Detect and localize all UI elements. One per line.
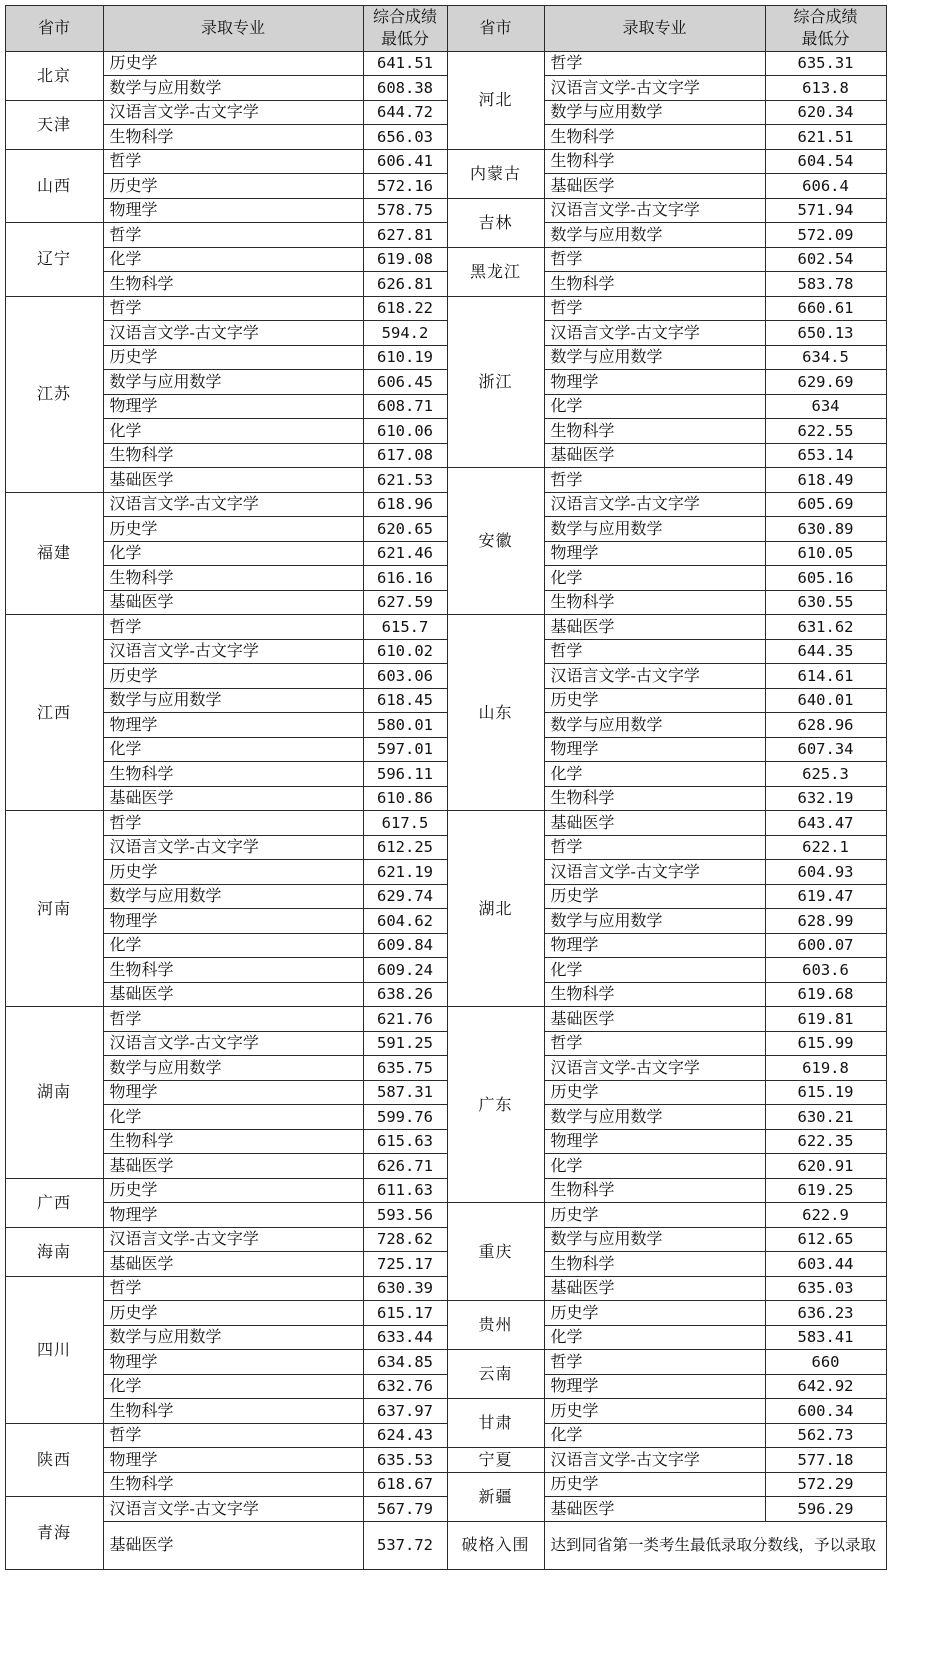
province-cell: 山东 <box>447 614 545 811</box>
major-cell: 历史学 <box>103 1178 364 1204</box>
major-cell: 生物科学 <box>103 565 364 591</box>
major-cell: 历史学 <box>544 1300 766 1326</box>
province-cell: 浙江 <box>447 296 545 469</box>
score-cell: 614.61 <box>765 663 887 689</box>
major-cell: 物理学 <box>544 1129 766 1155</box>
major-cell: 哲学 <box>544 467 766 493</box>
score-cell: 562.73 <box>765 1423 887 1449</box>
score-cell: 656.03 <box>363 124 448 150</box>
province-cell: 广东 <box>447 1006 545 1203</box>
major-cell: 生物科学 <box>544 982 766 1008</box>
score-cell: 618.67 <box>363 1472 448 1498</box>
score-cell: 606.45 <box>363 369 448 395</box>
major-cell: 基础医学 <box>103 590 364 616</box>
major-cell: 物理学 <box>103 712 364 738</box>
score-cell: 599.76 <box>363 1104 448 1130</box>
major-cell: 化学 <box>103 541 364 567</box>
major-cell: 哲学 <box>544 51 766 77</box>
score-cell: 622.35 <box>765 1129 887 1155</box>
province-cell: 破格入围 <box>447 1521 545 1570</box>
province-cell: 山西 <box>5 149 104 224</box>
score-cell: 622.1 <box>765 835 887 861</box>
major-cell: 历史学 <box>103 516 364 542</box>
major-cell: 汉语言文学-古文字学 <box>103 1227 364 1253</box>
score-cell: 610.19 <box>363 345 448 371</box>
major-cell: 生物科学 <box>103 761 364 787</box>
score-cell: 615.19 <box>765 1080 887 1106</box>
major-cell: 哲学 <box>544 1349 766 1375</box>
major-cell: 生物科学 <box>544 271 766 297</box>
major-cell: 汉语言文学-古文字学 <box>544 492 766 518</box>
major-cell: 哲学 <box>544 247 766 273</box>
major-cell: 数学与应用数学 <box>103 1055 364 1081</box>
major-cell: 生物科学 <box>103 957 364 983</box>
score-cell: 615.17 <box>363 1300 448 1326</box>
major-cell: 生物科学 <box>544 124 766 150</box>
major-cell: 化学 <box>544 565 766 591</box>
province-cell: 河南 <box>5 810 104 1007</box>
major-cell: 历史学 <box>103 859 364 885</box>
major-cell: 化学 <box>103 418 364 444</box>
score-cell: 613.8 <box>765 75 887 101</box>
score-cell: 587.31 <box>363 1080 448 1106</box>
major-cell: 数学与应用数学 <box>103 1325 364 1351</box>
major-cell: 汉语言文学-古文字学 <box>544 1055 766 1081</box>
major-cell: 历史学 <box>544 1398 766 1424</box>
score-cell: 571.94 <box>765 198 887 224</box>
major-cell: 化学 <box>103 1374 364 1400</box>
major-cell: 哲学 <box>544 1031 766 1057</box>
score-cell: 605.16 <box>765 565 887 591</box>
major-cell: 生物科学 <box>544 149 766 175</box>
score-cell: 608.71 <box>363 394 448 420</box>
province-cell: 四川 <box>5 1276 104 1424</box>
score-cell: 635.53 <box>363 1447 448 1473</box>
score-cell: 634.85 <box>363 1349 448 1375</box>
major-cell: 化学 <box>544 957 766 983</box>
major-cell: 基础医学 <box>103 467 364 493</box>
score-cell: 640.01 <box>765 688 887 714</box>
major-cell: 基础医学 <box>544 443 766 469</box>
province-cell: 陕西 <box>5 1423 104 1498</box>
score-cell: 622.55 <box>765 418 887 444</box>
major-cell: 汉语言文学-古文字学 <box>103 100 364 126</box>
score-cell: 619.68 <box>765 982 887 1008</box>
score-cell: 602.54 <box>765 247 887 273</box>
major-cell: 汉语言文学-古文字学 <box>103 835 364 861</box>
major-cell: 数学与应用数学 <box>103 688 364 714</box>
province-cell: 湖南 <box>5 1006 104 1179</box>
major-cell: 汉语言文学-古文字学 <box>544 1447 766 1473</box>
score-cell: 629.69 <box>765 369 887 395</box>
major-cell: 生物科学 <box>103 1472 364 1498</box>
province-cell: 贵州 <box>447 1300 545 1350</box>
major-cell: 生物科学 <box>103 1129 364 1155</box>
major-cell: 哲学 <box>544 296 766 322</box>
score-cell: 638.26 <box>363 982 448 1008</box>
score-cell: 621.19 <box>363 859 448 885</box>
score-header-line1: 综合成绩 <box>793 7 858 26</box>
major-cell: 生物科学 <box>544 786 766 812</box>
score-cell: 580.01 <box>363 712 448 738</box>
score-cell: 633.44 <box>363 1325 448 1351</box>
special-admission-note: 达到同省第一类考生最低录取分数线，予以录取 <box>544 1521 887 1570</box>
major-cell: 哲学 <box>103 296 364 322</box>
major-cell: 物理学 <box>103 1202 364 1228</box>
major-cell: 历史学 <box>103 663 364 689</box>
score-cell: 621.53 <box>363 467 448 493</box>
score-cell: 629.74 <box>363 884 448 910</box>
score-cell: 620.34 <box>765 100 887 126</box>
score-cell: 604.62 <box>363 908 448 934</box>
score-cell: 615.7 <box>363 614 448 640</box>
score-cell: 611.63 <box>363 1178 448 1204</box>
major-cell: 物理学 <box>103 1447 364 1473</box>
major-cell: 生物科学 <box>103 1398 364 1424</box>
score-cell: 660 <box>765 1349 887 1375</box>
score-cell: 627.59 <box>363 590 448 616</box>
major-cell: 基础医学 <box>544 1276 766 1302</box>
score-cell: 643.47 <box>765 810 887 836</box>
major-cell: 历史学 <box>544 884 766 910</box>
major-cell: 数学与应用数学 <box>103 369 364 395</box>
major-cell: 汉语言文学-古文字学 <box>103 1496 364 1522</box>
major-cell: 历史学 <box>544 688 766 714</box>
score-cell: 634 <box>765 394 887 420</box>
major-cell: 生物科学 <box>544 590 766 616</box>
score-cell: 600.07 <box>765 933 887 959</box>
score-cell: 603.44 <box>765 1251 887 1277</box>
major-cell: 化学 <box>544 1325 766 1351</box>
score-cell: 626.81 <box>363 271 448 297</box>
right-header-province: 省市 <box>447 5 545 52</box>
province-cell: 青海 <box>5 1496 104 1570</box>
province-cell: 海南 <box>5 1227 104 1277</box>
score-cell: 572.09 <box>765 222 887 248</box>
major-cell: 数学与应用数学 <box>544 712 766 738</box>
major-cell: 物理学 <box>103 1080 364 1106</box>
score-cell: 617.5 <box>363 810 448 836</box>
major-cell: 基础医学 <box>103 1251 364 1277</box>
major-cell: 生物科学 <box>103 124 364 150</box>
major-cell: 物理学 <box>103 198 364 224</box>
score-cell: 603.06 <box>363 663 448 689</box>
score-cell: 620.65 <box>363 516 448 542</box>
province-cell: 黑龙江 <box>447 247 545 297</box>
score-cell: 625.3 <box>765 761 887 787</box>
major-cell: 化学 <box>103 247 364 273</box>
major-cell: 化学 <box>544 1153 766 1179</box>
major-cell: 数学与应用数学 <box>544 222 766 248</box>
province-cell: 吉林 <box>447 198 545 248</box>
score-cell: 728.62 <box>363 1227 448 1253</box>
score-cell: 632.19 <box>765 786 887 812</box>
major-cell: 物理学 <box>544 1374 766 1400</box>
major-cell: 基础医学 <box>544 810 766 836</box>
province-cell: 江苏 <box>5 296 104 493</box>
score-cell: 617.08 <box>363 443 448 469</box>
score-cell: 619.25 <box>765 1178 887 1204</box>
score-cell: 628.96 <box>765 712 887 738</box>
major-cell: 基础医学 <box>103 1521 364 1570</box>
score-cell: 596.29 <box>765 1496 887 1522</box>
score-cell: 620.91 <box>765 1153 887 1179</box>
province-cell: 安徽 <box>447 467 545 615</box>
score-header-line1: 综合成绩 <box>372 7 437 26</box>
score-cell: 627.81 <box>363 222 448 248</box>
major-cell: 基础医学 <box>544 1006 766 1032</box>
score-cell: 621.76 <box>363 1006 448 1032</box>
major-cell: 数学与应用数学 <box>103 75 364 101</box>
score-cell: 619.47 <box>765 884 887 910</box>
score-cell: 606.41 <box>363 149 448 175</box>
score-cell: 593.56 <box>363 1202 448 1228</box>
major-cell: 物理学 <box>544 369 766 395</box>
score-cell: 660.61 <box>765 296 887 322</box>
major-cell: 数学与应用数学 <box>544 345 766 371</box>
score-cell: 604.93 <box>765 859 887 885</box>
province-cell: 辽宁 <box>5 222 104 297</box>
major-cell: 数学与应用数学 <box>544 1227 766 1253</box>
major-cell: 历史学 <box>544 1080 766 1106</box>
major-cell: 哲学 <box>103 1423 364 1449</box>
score-header-line2: 最低分 <box>380 29 429 48</box>
score-cell: 594.2 <box>363 320 448 346</box>
score-cell: 600.34 <box>765 1398 887 1424</box>
score-cell: 642.92 <box>765 1374 887 1400</box>
score-cell: 650.13 <box>765 320 887 346</box>
province-cell: 内蒙古 <box>447 149 545 199</box>
score-cell: 641.51 <box>363 51 448 77</box>
major-cell: 生物科学 <box>544 1251 766 1277</box>
score-cell: 630.89 <box>765 516 887 542</box>
major-cell: 哲学 <box>103 614 364 640</box>
score-cell: 630.21 <box>765 1104 887 1130</box>
major-cell: 基础医学 <box>103 1153 364 1179</box>
major-cell: 历史学 <box>544 1472 766 1498</box>
province-cell: 新疆 <box>447 1472 545 1522</box>
major-cell: 物理学 <box>103 1349 364 1375</box>
score-cell: 636.23 <box>765 1300 887 1326</box>
major-cell: 物理学 <box>544 541 766 567</box>
score-cell: 621.51 <box>765 124 887 150</box>
score-header-line2: 最低分 <box>801 29 850 48</box>
score-cell: 628.99 <box>765 908 887 934</box>
score-cell: 603.6 <box>765 957 887 983</box>
score-cell: 630.55 <box>765 590 887 616</box>
score-cell: 615.63 <box>363 1129 448 1155</box>
score-cell: 607.34 <box>765 737 887 763</box>
score-cell: 618.22 <box>363 296 448 322</box>
score-cell: 637.97 <box>363 1398 448 1424</box>
score-cell: 725.17 <box>363 1251 448 1277</box>
score-cell: 635.75 <box>363 1055 448 1081</box>
major-cell: 哲学 <box>544 835 766 861</box>
province-cell: 湖北 <box>447 810 545 1007</box>
major-cell: 物理学 <box>544 933 766 959</box>
score-cell: 653.14 <box>765 443 887 469</box>
major-cell: 生物科学 <box>544 418 766 444</box>
province-cell: 广西 <box>5 1178 104 1228</box>
major-cell: 数学与应用数学 <box>544 516 766 542</box>
score-cell: 605.69 <box>765 492 887 518</box>
score-cell: 610.02 <box>363 639 448 665</box>
left-header-province: 省市 <box>5 5 104 52</box>
score-cell: 567.79 <box>363 1496 448 1522</box>
major-cell: 汉语言文学-古文字学 <box>544 663 766 689</box>
score-cell: 635.03 <box>765 1276 887 1302</box>
score-cell: 604.54 <box>765 149 887 175</box>
major-cell: 数学与应用数学 <box>544 1104 766 1130</box>
major-cell: 化学 <box>544 1423 766 1449</box>
major-cell: 化学 <box>103 737 364 763</box>
score-cell: 578.75 <box>363 198 448 224</box>
major-cell: 基础医学 <box>103 786 364 812</box>
major-cell: 汉语言文学-古文字学 <box>103 492 364 518</box>
score-cell: 610.05 <box>765 541 887 567</box>
major-cell: 数学与应用数学 <box>544 100 766 126</box>
score-cell: 621.46 <box>363 541 448 567</box>
score-cell: 630.39 <box>363 1276 448 1302</box>
score-cell: 583.41 <box>765 1325 887 1351</box>
major-cell: 生物科学 <box>103 271 364 297</box>
province-cell: 福建 <box>5 492 104 616</box>
score-cell: 644.35 <box>765 639 887 665</box>
major-cell: 哲学 <box>103 810 364 836</box>
left-header-major: 录取专业 <box>103 5 364 52</box>
score-cell: 618.96 <box>363 492 448 518</box>
score-cell: 616.16 <box>363 565 448 591</box>
major-cell: 化学 <box>544 394 766 420</box>
major-cell: 哲学 <box>103 149 364 175</box>
major-cell: 基础医学 <box>544 173 766 199</box>
major-cell: 汉语言文学-古文字学 <box>103 639 364 665</box>
major-cell: 物理学 <box>103 394 364 420</box>
score-cell: 635.31 <box>765 51 887 77</box>
major-cell: 历史学 <box>103 345 364 371</box>
score-cell: 610.86 <box>363 786 448 812</box>
major-cell: 历史学 <box>103 51 364 77</box>
score-cell: 644.72 <box>363 100 448 126</box>
score-cell: 591.25 <box>363 1031 448 1057</box>
score-cell: 631.62 <box>765 614 887 640</box>
admission-score-table <box>5 5 886 1665</box>
score-cell: 619.81 <box>765 1006 887 1032</box>
major-cell: 基础医学 <box>544 1496 766 1522</box>
major-cell: 汉语言文学-古文字学 <box>103 1031 364 1057</box>
score-cell: 609.24 <box>363 957 448 983</box>
score-cell: 612.65 <box>765 1227 887 1253</box>
major-cell: 生物科学 <box>544 1178 766 1204</box>
score-cell: 618.45 <box>363 688 448 714</box>
major-cell: 历史学 <box>103 1300 364 1326</box>
score-cell: 572.16 <box>363 173 448 199</box>
major-cell: 哲学 <box>544 639 766 665</box>
major-cell: 基础医学 <box>544 614 766 640</box>
right-header-score <box>765 5 887 52</box>
score-cell: 537.72 <box>363 1521 448 1570</box>
score-cell: 632.76 <box>363 1374 448 1400</box>
major-cell: 哲学 <box>103 1006 364 1032</box>
score-cell: 626.71 <box>363 1153 448 1179</box>
score-cell: 609.84 <box>363 933 448 959</box>
score-cell: 612.25 <box>363 835 448 861</box>
score-cell: 634.5 <box>765 345 887 371</box>
province-cell: 宁夏 <box>447 1447 545 1473</box>
major-cell: 化学 <box>103 933 364 959</box>
major-cell: 生物科学 <box>103 443 364 469</box>
province-cell: 重庆 <box>447 1202 545 1301</box>
major-cell: 数学与应用数学 <box>544 908 766 934</box>
score-cell: 619.8 <box>765 1055 887 1081</box>
major-cell: 物理学 <box>544 737 766 763</box>
major-cell: 数学与应用数学 <box>103 884 364 910</box>
score-cell: 596.11 <box>363 761 448 787</box>
province-cell: 江西 <box>5 614 104 811</box>
major-cell: 哲学 <box>103 222 364 248</box>
score-cell: 577.18 <box>765 1447 887 1473</box>
province-cell: 甘肃 <box>447 1398 545 1448</box>
major-cell: 哲学 <box>103 1276 364 1302</box>
score-cell: 622.9 <box>765 1202 887 1228</box>
major-cell: 化学 <box>544 761 766 787</box>
major-cell: 汉语言文学-古文字学 <box>544 859 766 885</box>
major-cell: 化学 <box>103 1104 364 1130</box>
province-cell: 天津 <box>5 100 104 150</box>
major-cell: 物理学 <box>103 908 364 934</box>
province-cell: 云南 <box>447 1349 545 1399</box>
score-cell: 615.99 <box>765 1031 887 1057</box>
major-cell: 汉语言文学-古文字学 <box>544 75 766 101</box>
major-cell: 历史学 <box>544 1202 766 1228</box>
score-cell: 597.01 <box>363 737 448 763</box>
score-cell: 619.08 <box>363 247 448 273</box>
score-cell: 606.4 <box>765 173 887 199</box>
province-cell: 北京 <box>5 51 104 101</box>
score-cell: 610.06 <box>363 418 448 444</box>
score-cell: 608.38 <box>363 75 448 101</box>
major-cell: 汉语言文学-古文字学 <box>544 198 766 224</box>
left-header-score <box>363 5 448 52</box>
province-cell: 河北 <box>447 51 545 150</box>
score-cell: 572.29 <box>765 1472 887 1498</box>
major-cell: 汉语言文学-古文字学 <box>103 320 364 346</box>
score-cell: 624.43 <box>363 1423 448 1449</box>
right-header-major: 录取专业 <box>544 5 766 52</box>
score-cell: 618.49 <box>765 467 887 493</box>
score-cell: 583.78 <box>765 271 887 297</box>
major-cell: 汉语言文学-古文字学 <box>544 320 766 346</box>
major-cell: 基础医学 <box>103 982 364 1008</box>
major-cell: 历史学 <box>103 173 364 199</box>
